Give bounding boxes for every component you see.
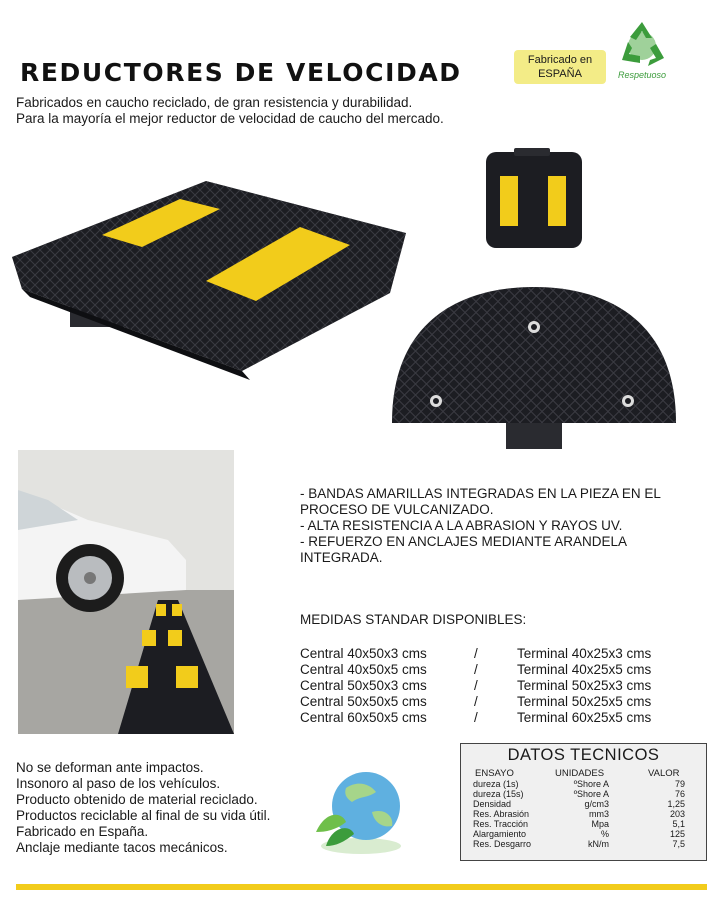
cell-unidades: Mpa	[591, 819, 609, 829]
benefit-line: Productos reciclable al final de su vida útil.	[16, 808, 271, 823]
medida-terminal: Terminal 60x25x5 cms	[517, 710, 652, 725]
cell-valor: 1,25	[667, 799, 685, 809]
recycle-icon	[614, 18, 670, 74]
col-ensayo	[473, 779, 531, 849]
speed-bump-central-image	[10, 175, 410, 380]
medida-terminal: Terminal 40x25x3 cms	[517, 646, 652, 661]
benefit-line: Anclaje mediante tacos mecánicos.	[16, 840, 228, 855]
medidas-central-column	[300, 646, 427, 726]
cell-unidades: ºShore A	[573, 779, 609, 789]
medida-sep: /	[474, 662, 478, 677]
benefit-line: Fabricado en España.	[16, 824, 149, 839]
page-title: REDUCTORES DE VELOCIDAD	[20, 58, 462, 87]
recycle-label: Respetuoso	[618, 70, 667, 80]
header-valor: VALOR	[648, 768, 680, 779]
feature-line: INTEGRADA.	[300, 550, 383, 565]
medida-central: Central 40x50x5 cms	[300, 662, 427, 677]
medidas-title: MEDIDAS STANDAR DISPONIBLES:	[300, 612, 527, 627]
feature-line: PROCESO DE VULCANIZADO.	[300, 502, 494, 517]
medida-central: Central 60x50x5 cms	[300, 710, 427, 725]
cell-valor: 76	[674, 789, 685, 799]
feature-line: - BANDAS AMARILLAS INTEGRADAS EN LA PIEZA EN EL	[300, 486, 661, 501]
cell-ensayo: Res. Desgarro	[473, 839, 532, 849]
cell-ensayo: Res. Tracción	[473, 819, 529, 829]
benefit-line: Producto obtenido de material reciclado.	[16, 792, 258, 807]
medidas-separator-column	[474, 646, 478, 726]
datos-tecnicos-title: DATOS TECNICOS	[507, 746, 660, 764]
col-valor	[647, 779, 685, 849]
cell-unidades: mm3	[589, 809, 609, 819]
cell-unidades: kN/m	[588, 839, 609, 849]
medida-terminal: Terminal 50x25x5 cms	[517, 694, 652, 709]
bottom-divider	[16, 884, 707, 890]
feature-line: - ALTA RESISTENCIA A LA ABRASION Y RAYOS UV.	[300, 518, 623, 533]
medida-sep: /	[474, 694, 478, 709]
medidas-terminal-column	[517, 646, 651, 726]
cell-valor: 79	[674, 779, 685, 789]
cell-ensayo: Alargamiento	[473, 829, 527, 839]
medida-sep: /	[474, 678, 478, 693]
cell-ensayo: Densidad	[473, 799, 512, 809]
cell-ensayo: dureza (15s)	[473, 789, 524, 799]
made-in-spain-badge	[514, 50, 606, 84]
benefit-line: No se deforman ante impactos.	[16, 760, 204, 775]
medida-central: Central 40x50x3 cms	[300, 646, 427, 661]
badge-line1: Fabricado en	[527, 54, 593, 66]
header-ensayo: ENSAYO	[475, 768, 514, 779]
cell-ensayo: dureza (1s)	[473, 779, 519, 789]
medida-sep: /	[474, 646, 478, 661]
cell-unidades: g/cm3	[584, 799, 609, 809]
cell-valor: 7,5	[672, 839, 685, 849]
speed-bump-terminal-image	[388, 285, 680, 455]
header-unidades: UNIDADES	[555, 768, 605, 779]
medida-terminal: Terminal 40x25x5 cms	[517, 662, 652, 677]
cell-unidades: ºShore A	[573, 789, 609, 799]
features-list	[300, 486, 710, 566]
medida-terminal: Terminal 50x25x3 cms	[517, 678, 652, 693]
car-speed-bump-photo	[18, 450, 234, 734]
cell-unidades: %	[600, 829, 609, 839]
intro-text	[16, 95, 444, 127]
cell-valor: 5,1	[672, 819, 685, 829]
benefits-list	[16, 760, 270, 856]
cell-valor: 125	[669, 829, 685, 839]
globe-leaf-icon	[306, 762, 416, 858]
feature-line: - REFUERZO EN ANCLAJES MEDIANTE ARANDELA	[300, 534, 628, 549]
cell-ensayo: Res. Abrasión	[473, 809, 530, 819]
medida-sep: /	[474, 710, 478, 725]
badge-line2: ESPAÑA	[538, 68, 582, 80]
intro-line: Para la mayoría el mejor reductor de velocidad de caucho del mercado.	[16, 111, 444, 126]
benefit-line: Insonoro al paso de los vehículos.	[16, 776, 221, 791]
datos-tecnicos-table	[460, 743, 707, 861]
speed-bump-top-view-image	[484, 148, 584, 252]
cell-valor: 203	[669, 809, 685, 819]
medida-central: Central 50x50x5 cms	[300, 694, 427, 709]
col-unidades	[557, 779, 609, 849]
medida-central: Central 50x50x3 cms	[300, 678, 427, 693]
intro-line: Fabricados en caucho reciclado, de gran resistencia y durabilidad.	[16, 95, 413, 110]
